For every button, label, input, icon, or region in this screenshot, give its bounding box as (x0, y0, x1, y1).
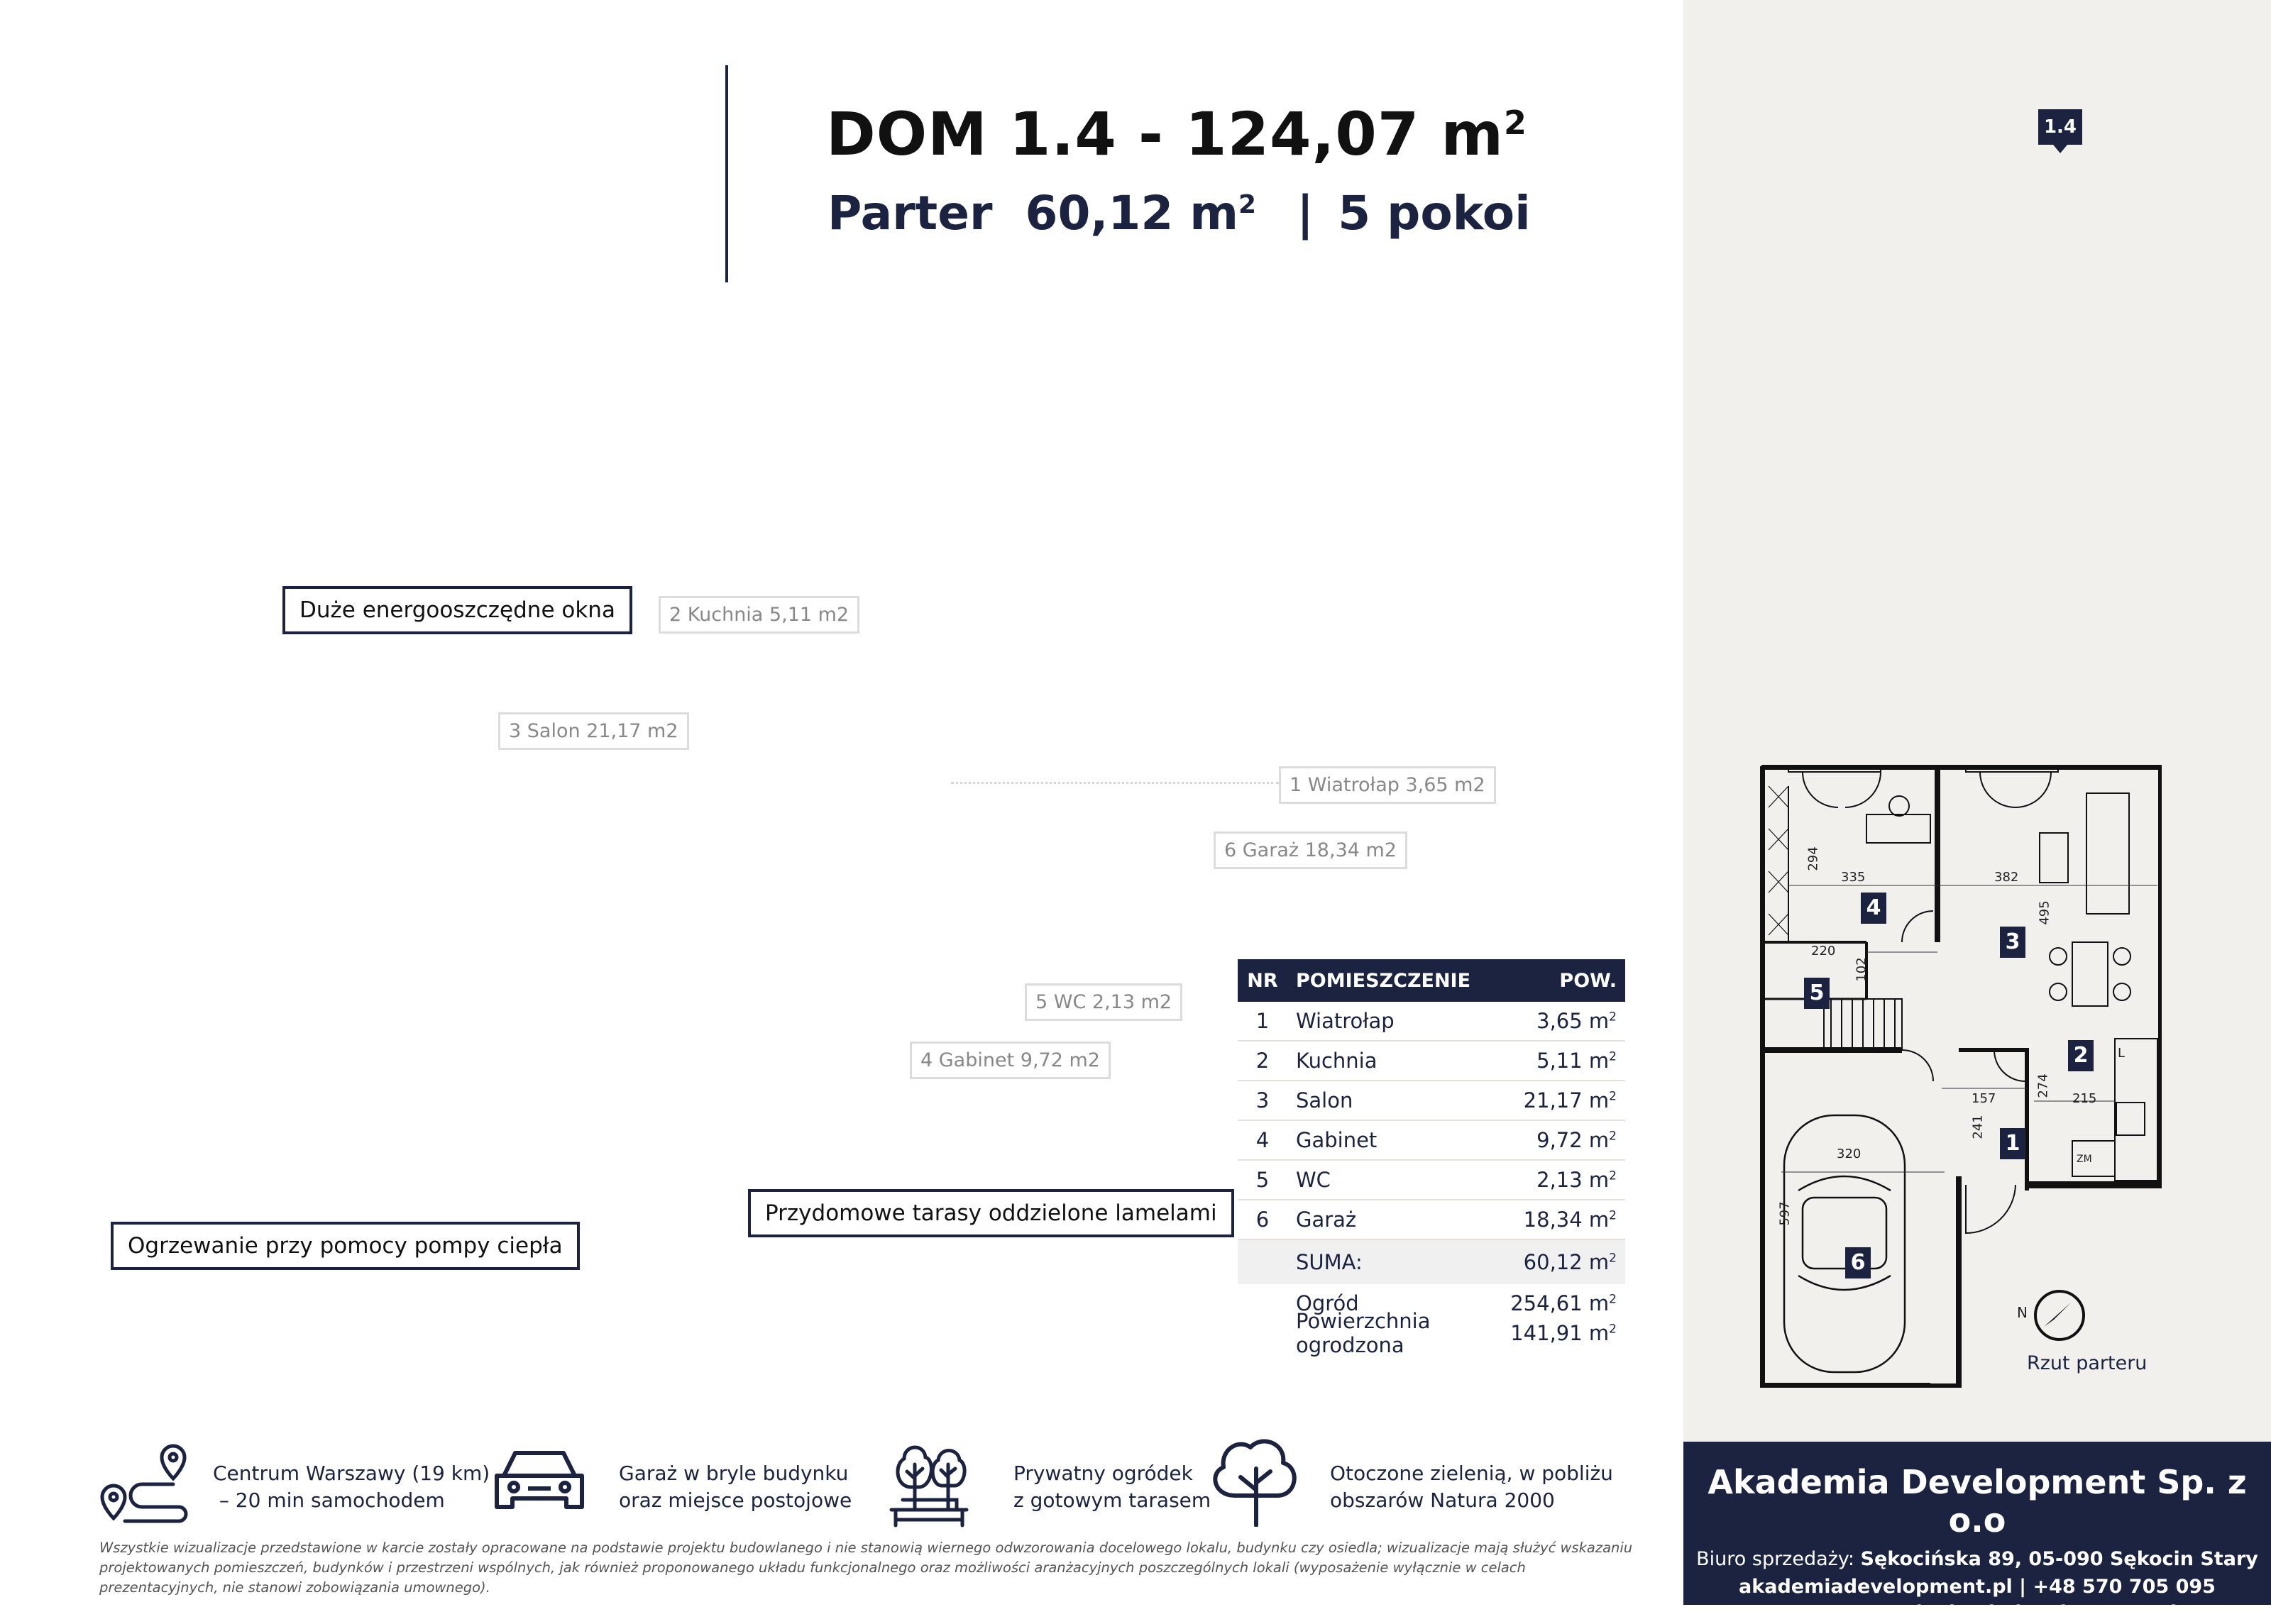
room-label-office[interactable]: 4 Gabinet 9,72 m2 (910, 1042, 1111, 1079)
area-sup: 2 (1609, 1208, 1617, 1223)
table-header (1238, 959, 1625, 1002)
plan-room-number[interactable]: 1 (2000, 1128, 2025, 1159)
feature-distance (213, 1460, 490, 1514)
plan-door (1845, 772, 1881, 807)
feature-line: Garaż w bryle budynku (619, 1462, 849, 1485)
table-row (1238, 1002, 1625, 1042)
row-area (1496, 1009, 1625, 1033)
row-area (1496, 1208, 1625, 1232)
col-header-nr: NR (1247, 969, 1278, 992)
unit-badge-pointer (2053, 145, 2067, 153)
unit-badge: 1.4 (2038, 109, 2082, 145)
feature-line: oraz miejsce postojowe (619, 1488, 852, 1512)
row-nr: 4 (1255, 1128, 1270, 1152)
extra-row-fenced (1238, 1309, 1625, 1357)
row-area (1496, 1049, 1625, 1073)
room-label-salon[interactable]: 3 Salon 21,17 m2 (498, 712, 689, 750)
col-header-room: POMIESZCZENIE (1296, 969, 1471, 992)
row-nr: 5 (1255, 1168, 1270, 1192)
plan-dimension: 382 (1994, 870, 2019, 885)
office-label: Biuro sprzedaży: (1696, 1548, 1854, 1570)
table-sum-row (1238, 1240, 1625, 1284)
feature-line: Centrum Warszawy (19 km) (213, 1462, 490, 1485)
feature-garage (619, 1460, 852, 1514)
plan-dimension: 495 (2037, 900, 2052, 925)
plan-wall (1761, 766, 2162, 1185)
plan-dimension: 597 (1777, 1201, 1793, 1226)
plan-room-number[interactable]: 5 (1804, 978, 1830, 1009)
plan-sofa (2040, 793, 2129, 914)
floor-area-sup: 2 (1238, 190, 1257, 219)
sum-sup: 2 (1609, 1251, 1617, 1266)
table-row (1238, 1200, 1625, 1240)
title-divider (725, 65, 728, 282)
row-area (1496, 1128, 1625, 1152)
plan-zm-label: ZM (2077, 1154, 2092, 1165)
page-subtitle (827, 186, 1531, 241)
callout-heating[interactable]: Ogrzewanie przy pomocy pompy ciepła (111, 1222, 580, 1270)
plan-door (1803, 772, 1838, 807)
plan-dimension: 215 (2072, 1091, 2097, 1106)
company-name: Akademia Development Sp. z o.o (1708, 1463, 2247, 1540)
company-box (1683, 1442, 2271, 1624)
area-value: 21,17 m (1523, 1088, 1610, 1112)
plan-door (1902, 1050, 1933, 1081)
company-contact[interactable]: akademiadevelopment.pl | +48 570 705 095 (1739, 1576, 2216, 1598)
row-nr: 3 (1255, 1088, 1270, 1112)
plan-wall (1930, 1176, 1959, 1386)
row-name: WC (1296, 1168, 1331, 1192)
feature-line: Otoczone zielenią, w pobliżu (1330, 1462, 1613, 1485)
feature-greenery (1330, 1460, 1613, 1514)
plan-caption: Rzut parteru (2027, 1352, 2148, 1374)
row-name: Garaż (1296, 1208, 1357, 1232)
disclaimer: Wszystkie wizualizacje przedstawione w karcie zostały opracowane na podstawie projektu budowlanego i nie stanowią wiernego odwzorowania docelowego lokalu, budynku czy osiedla; wizualizacje mają służyć wskazaniu projektowanych pomieszczeń, budynków i przestrzeni wspólnych, jak również proponowanego układu funkcjonalnego oraz możliwości aranżacyjnych poszczególnych lokali (wyposażenie wyłącznie w celach prezentacyjnych, nie stanowi zobowiązania umownego). (99, 1540, 1633, 1596)
callout-windows[interactable]: Duże energooszczędne okna (282, 586, 632, 634)
plan-door (1902, 911, 1933, 942)
callout-terraces[interactable]: Przydomowe tarasy oddzielone lamelami (748, 1189, 1234, 1237)
rooms-count: 5 pokoi (1338, 186, 1531, 241)
plan-fridge-label: L (2118, 1046, 2126, 1061)
title-sup: 2 (1504, 104, 1528, 142)
area-value: 5,11 m (1536, 1049, 1610, 1073)
area-sup: 2 (1609, 1169, 1617, 1183)
sum-area (1496, 1250, 1625, 1274)
extra-sup: 2 (1609, 1322, 1617, 1337)
table-row (1238, 1121, 1625, 1161)
room-label-vestibule[interactable]: 1 Wiatrołap 3,65 m2 (1279, 766, 1496, 804)
feature-line: – 20 min samochodem (213, 1488, 445, 1512)
row-name: Kuchnia (1296, 1049, 1378, 1073)
route-pin-icon (97, 1440, 189, 1524)
plan-dimension: 320 (1837, 1147, 1862, 1161)
plan-door (1966, 1185, 2016, 1233)
subtitle-separator: | (1297, 186, 1314, 241)
table-row (1238, 1081, 1625, 1121)
extra-sup: 2 (1609, 1292, 1617, 1307)
plan-door (1994, 1050, 2025, 1081)
area-value: 2,13 m (1536, 1168, 1610, 1192)
plan-dimension: 274 (2035, 1073, 2051, 1098)
room-label-wc[interactable]: 5 WC 2,13 m2 (1025, 983, 1182, 1021)
plan-door (1980, 772, 2016, 807)
extra-area (1496, 1291, 1625, 1315)
plan-door (2016, 772, 2051, 807)
row-name: Salon (1296, 1088, 1353, 1112)
table-row (1238, 1042, 1625, 1081)
table-row (1238, 1161, 1625, 1200)
extra-value: 254,61 m (1510, 1291, 1610, 1315)
room-table (1238, 959, 1625, 1357)
feature-garden (1013, 1460, 1211, 1514)
area-sup: 2 (1609, 1129, 1617, 1144)
plan-dimension: 241 (1970, 1115, 1986, 1139)
plan-wall (1959, 1050, 2027, 1191)
plan-dimension-line (1781, 885, 2157, 1172)
extra-value: 141,91 m (1510, 1321, 1610, 1345)
plan-room-number[interactable]: 6 (1845, 1247, 1871, 1278)
tree-icon (1206, 1433, 1306, 1527)
plan-dining-table (2050, 942, 2130, 1006)
area-sup: 2 (1609, 1010, 1617, 1024)
extra-name: Powierzchnia ogrodzona (1296, 1309, 1431, 1357)
area-sup: 2 (1609, 1049, 1617, 1064)
page-title (826, 99, 1527, 169)
compass-north: N (2017, 1304, 2028, 1321)
sum-label: SUMA: (1296, 1250, 1363, 1274)
company-email[interactable]: warszawa@akademiadevelopment.pl (1777, 1602, 2177, 1624)
car-icon (490, 1445, 589, 1515)
feature-line: obszarów Natura 2000 (1330, 1488, 1555, 1512)
row-area (1496, 1168, 1625, 1192)
room-label-kitchen[interactable]: 2 Kuchnia 5,11 m2 (659, 596, 859, 634)
compass-icon (2023, 1287, 2086, 1351)
office-address: Sękocińska 89, 05-090 Sękocin Stary (1860, 1548, 2258, 1570)
area-value: 18,34 m (1523, 1208, 1610, 1232)
floor-label: Parter (827, 186, 993, 241)
plan-dimension: 220 (1811, 944, 1836, 959)
feature-line: Prywatny ogródek (1013, 1462, 1193, 1485)
room-label-garage[interactable]: 6 Garaż 18,34 m2 (1214, 832, 1407, 869)
plan-dimension: 335 (1841, 870, 1866, 885)
sum-value: 60,12 m (1523, 1250, 1610, 1274)
plan-dimension: 294 (1805, 846, 1821, 871)
company-address (1683, 1548, 2271, 1570)
extra-area (1496, 1321, 1625, 1345)
title-text: DOM 1.4 - 124,07 m (826, 99, 1505, 169)
area-value: 9,72 m (1536, 1128, 1610, 1152)
floor-area: 60,12 m (1025, 186, 1239, 241)
row-area (1496, 1088, 1625, 1112)
plan-dimension: 102 (1854, 957, 1869, 982)
extra-name: Ogród (1296, 1291, 1359, 1315)
row-name: Gabinet (1296, 1128, 1378, 1152)
plan-room-number[interactable]: 2 (2068, 1040, 2094, 1071)
plan-desk (1866, 796, 1930, 843)
row-nr: 1 (1255, 1009, 1270, 1033)
plan-room-number[interactable]: 3 (2000, 927, 2025, 958)
area-value: 3,65 m (1536, 1009, 1610, 1033)
row-name: Wiatrołap (1296, 1009, 1395, 1033)
col-header-area: POW. (1559, 969, 1617, 992)
area-sup: 2 (1609, 1089, 1617, 1104)
row-nr: 2 (1255, 1049, 1270, 1073)
plan-wardrobe-hatch (1769, 786, 1788, 935)
leader-line (951, 782, 1279, 784)
feature-line: z gotowym tarasem (1013, 1488, 1211, 1512)
plan-room-number[interactable]: 4 (1861, 893, 1886, 924)
trees-bench-icon (889, 1436, 974, 1528)
plan-stairs (1824, 999, 1902, 1049)
row-nr: 6 (1255, 1208, 1270, 1232)
plan-dimension: 157 (1972, 1091, 1996, 1106)
